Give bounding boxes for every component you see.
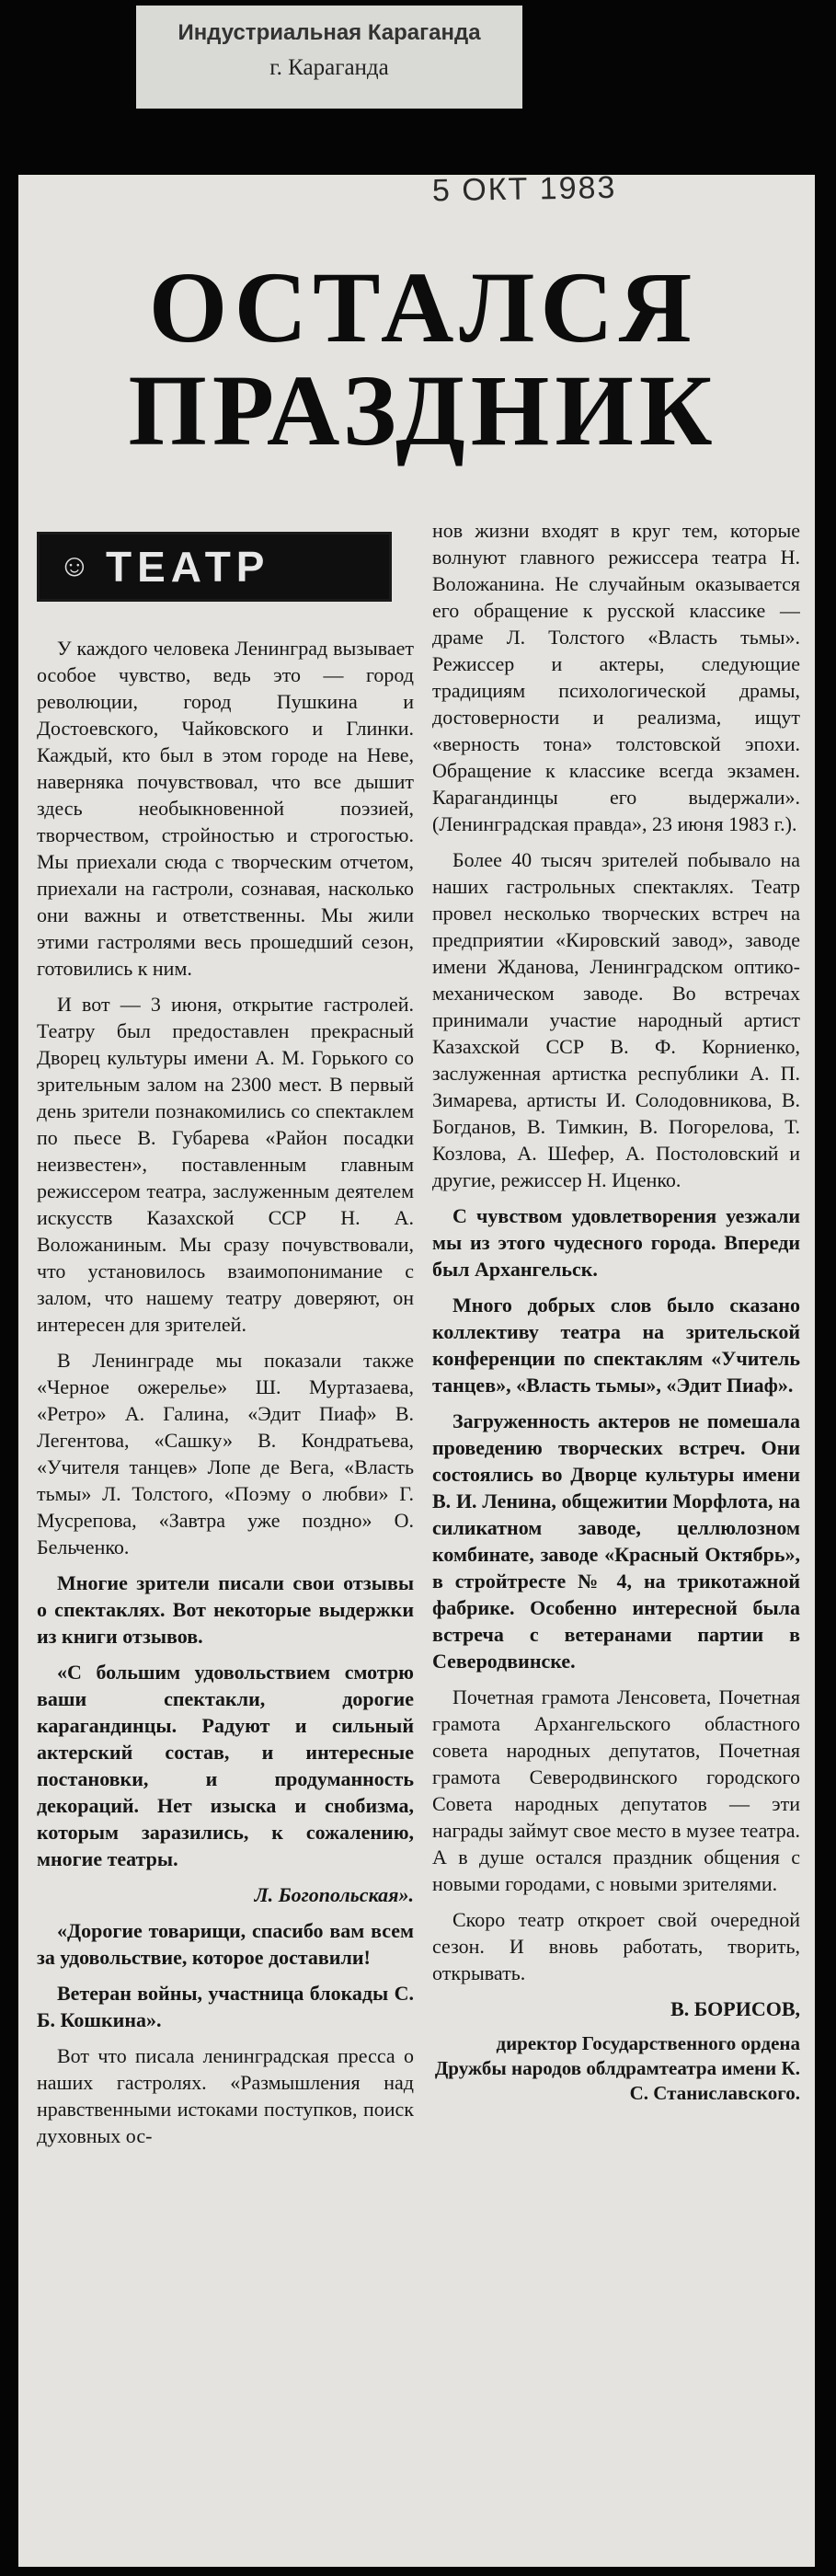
paragraph: нов жизни входят в круг тем, которые волнуют главного режиссера театра Н. Воложанина. Не случайным оказывается его обращение к русской классике — драме Л. Толстого «Власть тьмы». Режиссер и актеры, следующие традициям психологической драмы, достоверности и реализма, ищут «верность тона» толстовской эпохи. Обращение к классике всегда экзамен. Карагандинцы его выдержали». (Ленинградская правда», 23 июня 1983 г.). bbox=[432, 519, 800, 835]
paragraph: Скоро театр откроет свой очередной сезон. И вновь работать, творить, открывать. bbox=[432, 1908, 800, 1984]
author-position: директор Государственного ордена Дружбы народов облдрамтеатра имени К. С. Станиславского. bbox=[434, 2032, 800, 2104]
newspaper-name: Индустриальная Караганда bbox=[178, 20, 481, 45]
headline-line-2: ПРАЗДНИК bbox=[128, 354, 718, 467]
newspaper-city: г. Караганда bbox=[269, 55, 389, 80]
review-quote: «С большим удовольствием смотрю ваши спектакли, дорогие карагандинцы. Радуют и сильный актерский состав, и интересные постановки, и продуманность декораций. Нет изыска и снобизма, которым заразились, к сожалению, многие театры. bbox=[37, 1661, 414, 1870]
rubric-banner bbox=[37, 532, 392, 602]
review-author: Ветеран войны, участница блокады С. Б. Кошкина». bbox=[37, 1982, 414, 2031]
paragraph: Вот что писала ленинградская пресса о наших гастролях. «Размышления над нравственными истоками поступков, поиск духовных ос- bbox=[37, 2044, 414, 2147]
headline-line-1: ОСТАЛСЯ bbox=[148, 251, 698, 363]
author-name: В. БОРИСОВ, bbox=[670, 1997, 800, 2020]
paragraph: Почетная грамота Ленсовета, Почетная грамота Архангельского областного совета народных депутатов, Почетная грамота Северодвинского городского Совета народных депутатов — эти награды займут свое место в музее театра. А в душе остался праздник общения с новыми городами, с новыми зрителями. bbox=[432, 1685, 800, 1895]
theatre-mask-icon: ☺ bbox=[58, 549, 91, 583]
paragraph: В Ленинграде мы показали также «Черное ожерелье» Ш. Муртазаева, «Ретро» А. Галина, «Эдит Пиаф» В. Легентова, «Сашку» В. Кондратьева, «Учителя танцев» Лопе де Вега, «Власть тьмы» Л. Толстого, «Поэму о любви» Г. Мусрепова, «Завтра уже поздно» О. Бельченко. bbox=[37, 1349, 414, 1558]
clipping-source-label bbox=[136, 6, 522, 109]
paragraph: У каждого человека Ленинград вызывает особое чувство, ведь это — город революции, город Пушкина и Достоевского, Чайковского и Глинки. Каждый, кто был в этом городе на Неве, наверняка почувствовал, что все дышит здесь необыкновенной поэзией, творчеством, стройностью и строгостью. Мы приехали сюда с творческим отчетом, приехали на гастроли, сознавая, насколько они важны и ответственны. Мы жили этими гастролями весь прошедший сезон, готовились к ним. bbox=[37, 637, 414, 980]
date-stamp: 5 ОКТ 1983 bbox=[431, 169, 617, 209]
paragraph: Много добрых слов было сказано коллективу театра на зрительской конференции по спектаклям «Учитель танцев», «Власть тьмы», «Эдит Пиаф». bbox=[432, 1294, 800, 1397]
review-author: Л. Богопольская». bbox=[254, 1883, 414, 1906]
rubric-label: ТЕАТР bbox=[106, 543, 270, 591]
review-quote: «Дорогие товарищи, спасибо вам всем за удовольствие, которое доставили! bbox=[37, 1919, 414, 1969]
paragraph: Загруженность актеров не помешала проведению творческих встреч. Они состоялись во Дворце культуры имени В. И. Ленина, общежитии Морфлота, на силикатном заводе, целлюлозном комбинате, заводе «Красный Октябрь», в стройтресте № 4, на трикотажной фабрике. Особенно интересной была встреча с ветеранами партии в Северодвинске. bbox=[432, 1409, 800, 1673]
paragraph: С чувством удовлетворения уезжали мы из этого чудесного города. Впереди был Архангельск. bbox=[432, 1204, 800, 1281]
article-headline bbox=[55, 251, 791, 467]
article-column-1 bbox=[37, 635, 414, 2558]
paragraph: И вот — 3 июня, открытие гастролей. Театру был предоставлен прекрасный Дворец культуры имени А. М. Горького со зрительным залом на 2300 мест. В первый день зрители познакомились со спектаклем по пьесе В. Губарева «Район посадки неизвестен», поставленным главным режиссером театра, заслуженным деятелем искусств Казахской ССР Н. А. Воложаниным. Мы сразу почувствовали, что установилось взаимопонимание с залом, что нашему театру доверяют, он интересен для зрителей. bbox=[37, 993, 414, 1336]
paragraph: Более 40 тысяч зрителей побывало на наших гастрольных спектаклях. Театр провел несколько творческих встреч на предприятии «Кировский завод», заводе имени Жданова, Ленинградском оптико-механическом заводе. Во встречах принимали участие народный артист Казахской ССР В. Ф. Корниенко, заслуженная артистка республики А. П. Зимарева, артисты И. Солодовникова, В. Богданов, В. Тимкин, В. Погорелова, Т. Козлова, А. Шефер, А. Постоловский и другие, режиссер Н. Иценко. bbox=[432, 848, 800, 1191]
article-column-2 bbox=[432, 517, 800, 2559]
paragraph: Многие зрители писали свои отзывы о спектаклях. Вот некоторые выдержки из книги отзывов. bbox=[37, 1571, 414, 1648]
